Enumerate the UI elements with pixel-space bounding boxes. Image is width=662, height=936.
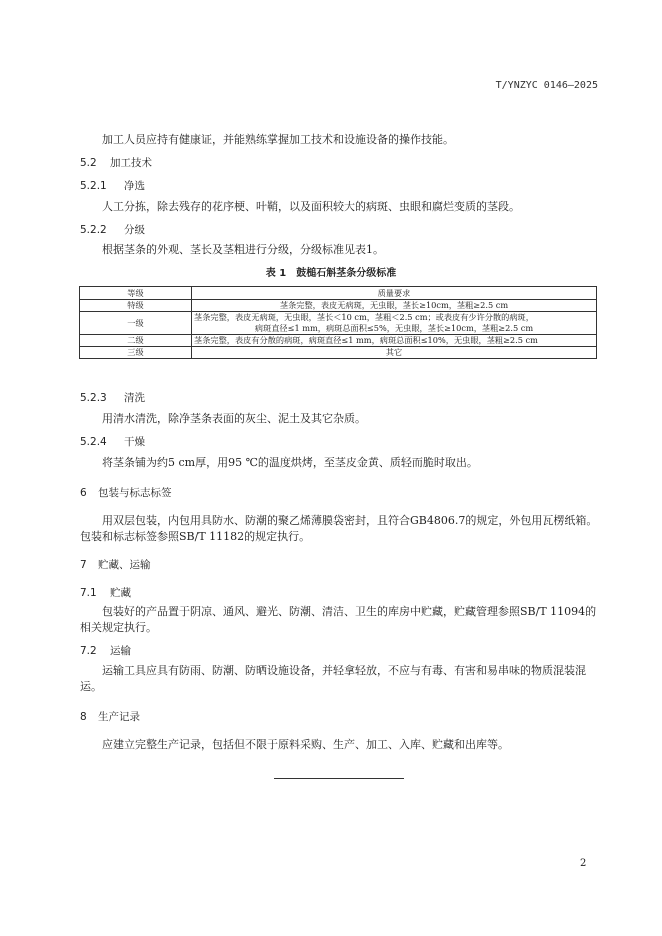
section-7-2-text: 运输工具应具有防雨、防潮、防晒设施设备，并轻拿轻放，不应与有毒、有害和易串味的物质混装混运。 xyxy=(80,664,586,693)
section-title: 贮藏、运输 xyxy=(98,559,151,571)
section-5-2-4-text: 将茎条铺为约5 cm厚，用95 ℃的温度烘烤，至茎皮金黄、质轻而脆时取出。 xyxy=(102,456,478,469)
grade-cell: 二级 xyxy=(80,335,192,347)
section-number: 5.2.1 xyxy=(80,180,107,192)
section-title: 贮藏 xyxy=(110,587,131,599)
section-7-1-text: 包装好的产品置于阴凉、通风、避光、防潮、清洁、卫生的库房中贮藏，贮藏管理参照SB/T 11094的相关规定执行。 xyxy=(80,605,597,634)
table-row xyxy=(80,335,597,347)
section-number: 5.2.4 xyxy=(80,436,107,448)
section-title: 净选 xyxy=(124,180,145,192)
section-title: 生产记录 xyxy=(98,711,140,723)
page-number: 2 xyxy=(580,858,587,869)
section-title: 清洗 xyxy=(124,392,145,404)
section-number: 7.1 xyxy=(80,587,97,599)
section-8-text: 应建立完整生产记录，包括但不限于原料采购、生产、加工、入库、贮藏和出库等。 xyxy=(102,738,509,751)
section-5-2-1-heading xyxy=(80,178,145,194)
requirement-header: 质量要求 xyxy=(192,287,597,300)
section-5-2-1-text: 人工分拣，除去残存的花序梗、叶鞘，以及面积较大的病斑、虫眼和腐烂变质的茎段。 xyxy=(102,200,520,213)
section-7-2-heading xyxy=(80,643,131,659)
table-1-title: 表 1 鼓槌石斛茎条分级标准 xyxy=(265,268,397,279)
health-certificate-paragraph: 加工人员应持有健康证，并能熟练掌握加工技术和设施设备的操作技能。 xyxy=(102,133,454,146)
section-number: 6 xyxy=(80,487,87,499)
section-6-text: 用双层包装，内包用具防水、防潮的聚乙烯薄膜袋密封，且符合GB4806.7的规定，外包用瓦楞纸箱。包装和标志标签参照SB/T 11182的规定执行。 xyxy=(80,514,598,543)
requirement-cell: 茎条完整，表皮无病斑，无虫眼，茎长≥10cm，茎粗≥2.5 cm xyxy=(192,300,597,312)
section-8-heading xyxy=(80,709,140,725)
grade-cell: 三级 xyxy=(80,347,192,359)
requirement-cell xyxy=(192,312,597,335)
section-7-1-heading xyxy=(80,585,131,601)
section-number: 5.2.3 xyxy=(80,392,107,404)
section-6-heading xyxy=(80,485,172,501)
section-title: 加工技术 xyxy=(110,157,152,169)
table-row xyxy=(80,300,597,312)
section-5-2-heading xyxy=(80,155,152,171)
section-5-2-3-text: 用清水清洗，除净茎条表面的灰尘、泥土及其它杂质。 xyxy=(102,412,366,425)
grade-cell: 特级 xyxy=(80,300,192,312)
requirement-line: 茎条完整，表皮无病斑，无虫眼，茎长＜10 cm，茎粗＜2.5 cm；或表皮有少许分散的病斑， xyxy=(194,312,534,322)
table-row xyxy=(80,312,597,335)
section-5-2-3-heading xyxy=(80,390,145,406)
requirement-cell: 其它 xyxy=(192,347,597,359)
section-number: 8 xyxy=(80,711,87,723)
grading-table xyxy=(79,286,597,359)
requirement-cell: 茎条完整，表皮有分散的病斑，病斑直径≤1 mm，病斑总面积≤10%，无虫眼，茎粗≥2.5 cm xyxy=(192,335,597,347)
end-of-document-line xyxy=(274,778,404,779)
section-title: 干燥 xyxy=(124,436,145,448)
table-header-row xyxy=(80,287,597,300)
requirement-line: 病斑直径≤1 mm，病斑总面积≤5%，无虫眼，茎长≥10cm，茎粗≥2.5 cm xyxy=(254,323,534,333)
section-title: 运输 xyxy=(110,645,131,657)
section-number: 7 xyxy=(80,559,87,571)
grade-header: 等级 xyxy=(80,287,192,300)
section-7-heading xyxy=(80,557,151,573)
section-title: 包装与标志标签 xyxy=(98,487,172,499)
section-number: 7.2 xyxy=(80,645,97,657)
section-number: 5.2.2 xyxy=(80,224,107,236)
section-5-2-2-heading xyxy=(80,222,145,238)
section-number: 5.2 xyxy=(80,157,97,169)
grade-cell: 一级 xyxy=(80,312,192,335)
section-title: 分级 xyxy=(124,224,145,236)
document-code: T/YNZYC 0146—2025 xyxy=(495,80,598,91)
section-5-2-4-heading xyxy=(80,434,145,450)
section-5-2-2-text: 根据茎条的外观、茎长及茎粗进行分级，分级标准见表1。 xyxy=(102,243,384,256)
table-row xyxy=(80,347,597,359)
